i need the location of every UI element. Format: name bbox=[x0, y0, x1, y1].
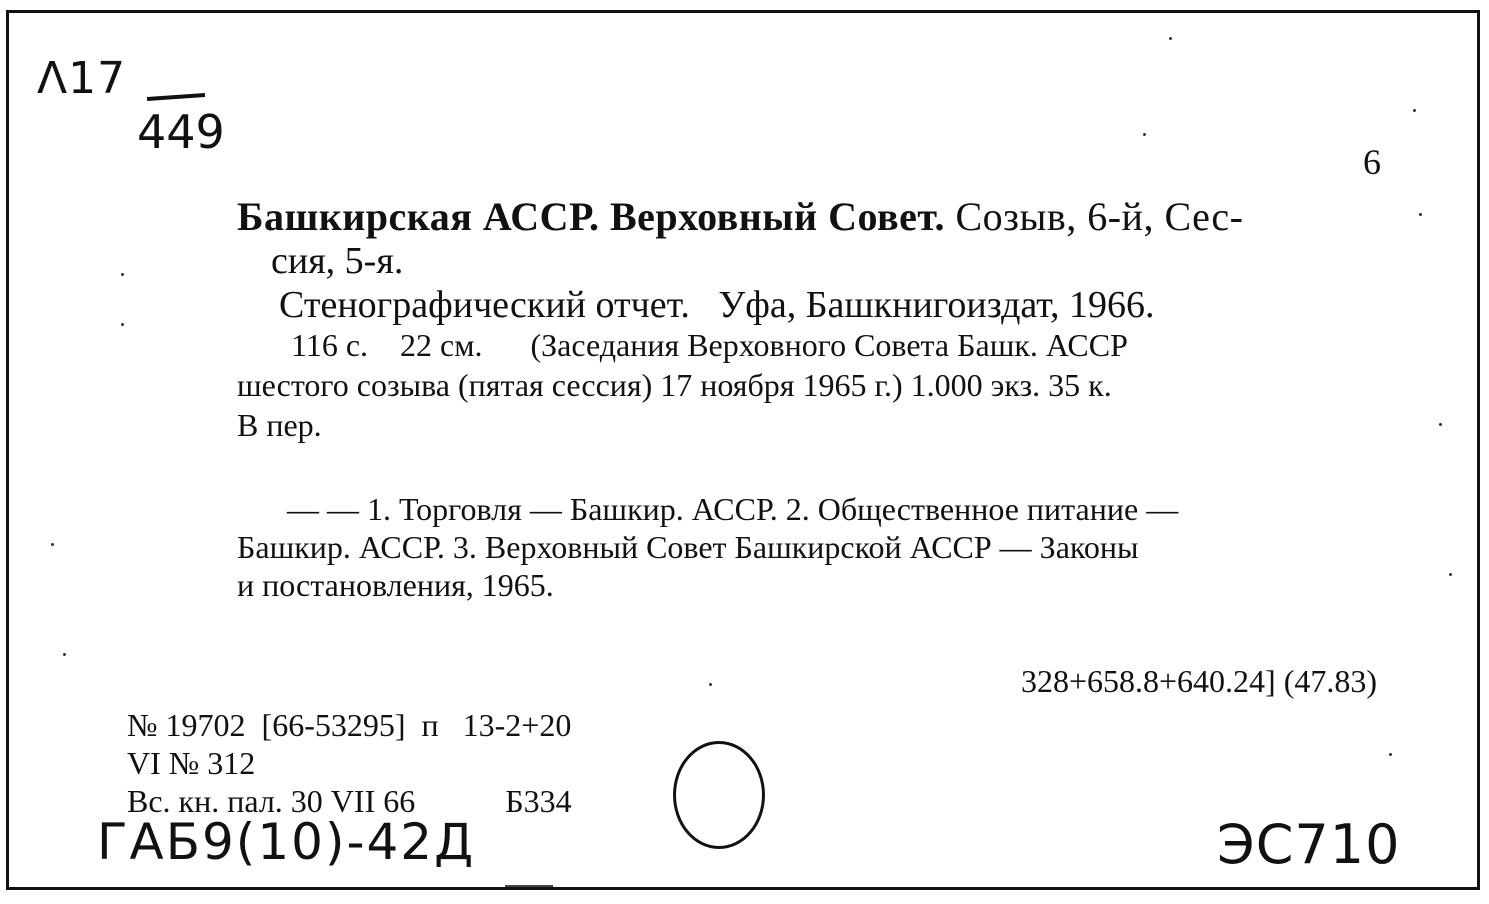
speck bbox=[1419, 213, 1422, 216]
heading-rest: Созыв, 6-й, Сес- bbox=[944, 194, 1244, 239]
stamp-circle bbox=[673, 741, 765, 849]
card-number: 6 bbox=[1363, 142, 1381, 182]
speck bbox=[51, 543, 54, 546]
registration-line-2: VI № 312 bbox=[127, 745, 256, 781]
subject-line-3: и постановления, 1965. bbox=[237, 567, 554, 603]
heading-author: Башкирская АССР. Верховный Совет. bbox=[237, 194, 945, 239]
catalog-card bbox=[6, 10, 1480, 890]
handwritten-classmark: ГАБ9(10)-42Д bbox=[97, 813, 476, 871]
handwritten-stroke bbox=[147, 93, 205, 101]
handwritten-underline bbox=[505, 885, 553, 887]
registration-line-1: № 19702 [66-53295] п 13-2+20 bbox=[127, 707, 572, 743]
classification-code: 328+658.8+640.24] (47.83) bbox=[1020, 663, 1377, 699]
heading-line-1 bbox=[237, 193, 1243, 240]
handwritten-shelf-number: 449 bbox=[137, 105, 225, 159]
speck bbox=[709, 683, 712, 686]
series-note-line-2: В пер. bbox=[237, 407, 322, 443]
title-imprint: Стенографический отчет. Уфа, Башкнигоиздат, 1966. bbox=[279, 284, 1155, 326]
speck bbox=[1449, 573, 1452, 576]
order-code: Б334 bbox=[505, 783, 572, 819]
handwritten-inventory: ЭС710 bbox=[1217, 813, 1401, 876]
speck bbox=[121, 323, 124, 326]
subject-line-1: — — 1. Торговля — Башкир. АССР. 2. Общественное питание — bbox=[287, 491, 1179, 527]
speck bbox=[121, 273, 124, 276]
speck bbox=[63, 653, 66, 656]
series-note-line-1: шестого созыва (пятая сессия) 17 ноября 1965 г.) 1.000 экз. 35 к. bbox=[237, 367, 1112, 403]
speck bbox=[1389, 753, 1392, 756]
speck bbox=[1143, 133, 1146, 136]
subject-line-2: Башкир. АССР. 3. Верховный Совет Башкирской АССР — Законы bbox=[237, 529, 1139, 565]
speck bbox=[1439, 423, 1442, 426]
collation: 116 с. 22 см. (Заседания Верховного Совета Башк. АССР bbox=[291, 327, 1128, 363]
chamber-date: Вс. кн. пал. 30 VII 66 bbox=[127, 783, 416, 819]
handwritten-shelf-mark: Λ17 bbox=[37, 53, 127, 104]
speck bbox=[1169, 37, 1172, 40]
speck bbox=[1413, 109, 1416, 112]
heading-line-2: сия, 5-я. bbox=[271, 240, 404, 282]
